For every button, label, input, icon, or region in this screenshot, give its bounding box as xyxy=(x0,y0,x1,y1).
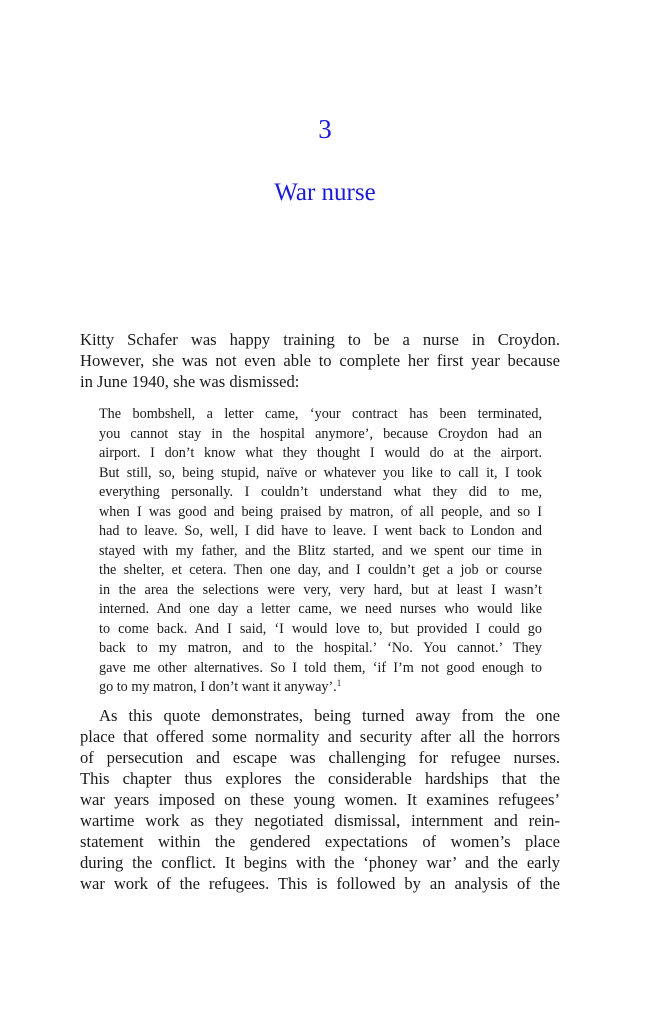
quote-line: The bombshell, a letter came, ‘your contract has been terminated, xyxy=(99,406,542,422)
body-paragraph xyxy=(0,705,650,894)
text-line: war years imposed on these young women. It examines refugees’ xyxy=(80,790,560,809)
quote-line: when I was good and being praised by matron, of all people, and so I xyxy=(99,503,542,520)
quote-line xyxy=(0,678,650,698)
text-line: Kitty Schafer was happy training to be a nurse in Croydon. xyxy=(80,330,560,349)
quote-line: everything personally. I couldn’t understand what they did to me, xyxy=(99,484,542,500)
quote-line: in the area the selections were very, very hard, but at least I wasn’t xyxy=(99,581,542,598)
quote-line: airport. I don’t know what they thought I would do at the airport. xyxy=(99,445,542,461)
block-quote xyxy=(0,405,650,698)
text-line: As this quote demonstrates, being turned away from the one xyxy=(99,706,560,725)
quote-line: interned. And one day a letter came, we need nurses who would like xyxy=(99,601,542,617)
intro-paragraph xyxy=(0,329,650,392)
text-line: wartime work as they negotiated dismissal, internment and rein- xyxy=(80,811,560,830)
text-line: in June 1940, she was dismissed: xyxy=(80,372,300,391)
text-line: This chapter thus explores the considerable hardships that the xyxy=(80,769,560,788)
quote-line: gave me other alternatives. So I told them, ‘if I’m not good enough to xyxy=(99,659,542,676)
text-line: statement within the gendered expectations of women’s place xyxy=(80,832,560,851)
chapter-number: 3 xyxy=(318,114,332,144)
text-line: war work of the refugees. This is followed by an analysis of the xyxy=(80,874,560,893)
chapter-title: War nurse xyxy=(274,179,376,206)
quote-line: you cannot stay in the hospital anymore’, because Croydon had an xyxy=(99,425,542,442)
quote-line: to come back. And I said, ‘I would love to, but provided I could go xyxy=(99,620,542,637)
quote-line: But still, so, being stupid, naïve or whatever you like to call it, I took xyxy=(99,464,542,481)
quote-line: the shelter, et cetera. Then one day, and I couldn’t get a job or course xyxy=(99,562,542,578)
text-line: However, she was not even able to complete her first year because xyxy=(80,351,560,370)
text-line: place that offered some normality and security after all the horrors xyxy=(80,727,560,746)
text-line: of persecution and escape was challenging for refugee nurses. xyxy=(80,748,560,767)
footnote-marker[interactable]: 1 xyxy=(336,678,342,688)
quote-last-text: go to my matron, I don’t want it anyway’. xyxy=(99,679,337,695)
text-line: during the conflict. It begins with the ‘phoney war’ and the early xyxy=(80,853,560,872)
quote-line: stayed with my father, and the Blitz started, and we spent our time in xyxy=(99,542,542,559)
quote-line: back to my matron, and to the hospital.’ ‘No. You cannot.’ They xyxy=(99,640,542,656)
quote-line: had to leave. So, well, I did have to leave. I went back to London and xyxy=(99,523,542,539)
